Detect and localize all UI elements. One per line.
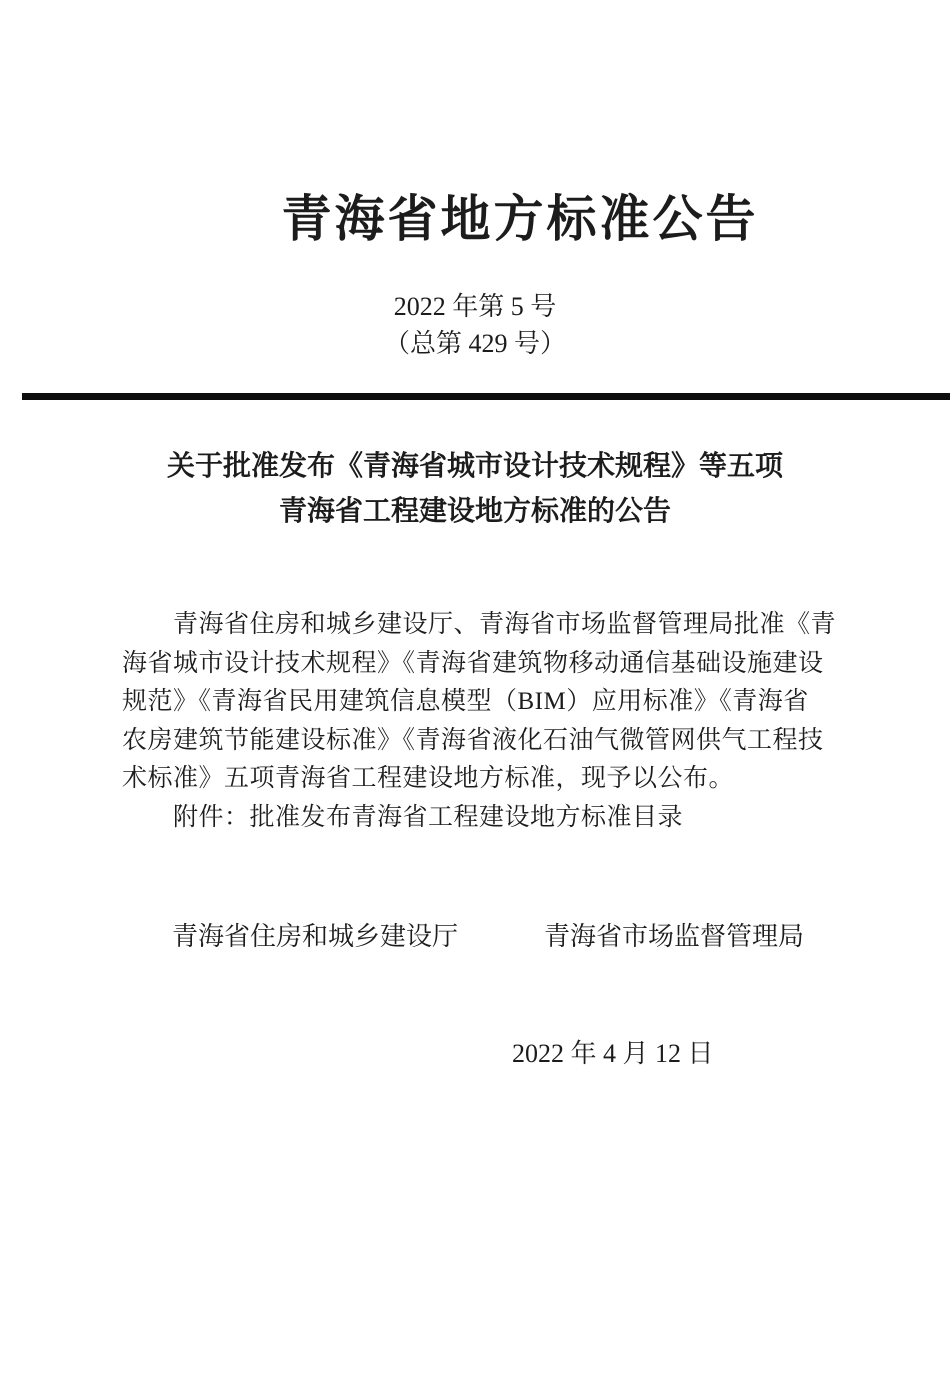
signature-agency-right: 青海省市场监督管理局 <box>544 922 805 951</box>
page-title: 青海省地方标准公告 <box>281 191 759 247</box>
body-line: 海省城市设计技术规程》《青海省建筑物移动通信基础设施建设 <box>122 649 824 677</box>
notice-title-line2: 青海省工程建设地方标准的公告 <box>278 496 671 527</box>
issue-number: 2022 年第 5 号 <box>393 292 557 321</box>
body-line: 术标准》五项青海省工程建设地方标准，现予以公布。 <box>122 765 735 793</box>
signature-agency-left: 青海省住房和城乡建设厅 <box>172 922 459 951</box>
body-line: 农房建筑节能建设标准》《青海省液化石油气微管网供气工程技 <box>122 726 824 754</box>
divider-rule <box>22 393 950 400</box>
issue-date: 2022 年 4 月 12 日 <box>512 1039 714 1068</box>
body-line: 青海省住房和城乡建设厅、青海省市场监督管理局批准《青 <box>173 611 837 638</box>
body-line: 规范》《青海省民用建筑信息模型（BIM）应用标准》《青海省 <box>122 688 809 716</box>
attachment-line: 附件：批准发布青海省工程建设地方标准目录 <box>173 803 684 831</box>
notice-body <box>122 606 862 838</box>
notice-title-line1: 关于批准发布《青海省城市设计技术规程》等五项 <box>166 451 783 482</box>
cumulative-issue-number: （总第 429 号） <box>383 329 566 358</box>
